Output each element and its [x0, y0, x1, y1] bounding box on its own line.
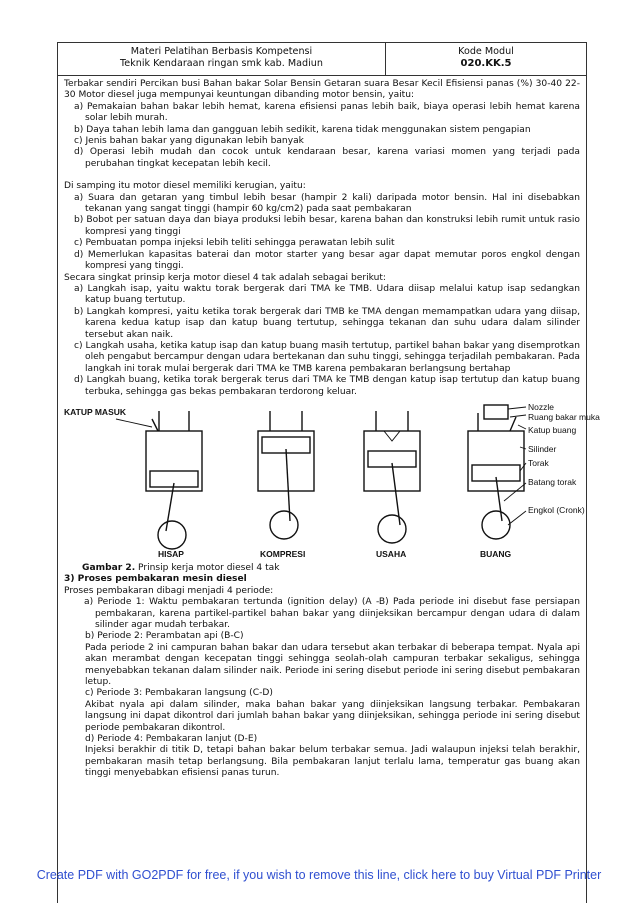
advantage-item: a) Pemakaian bahan bakar lebih hemat, karena efisiensi panas lebih baik, biaya operasi lebih hemat karena solar lebih murah. [74, 101, 580, 124]
label-ruang-bakar: Ruang bakar muka [528, 411, 600, 422]
engine-buang [468, 405, 526, 539]
period-2-text: Pada periode 2 ini campuran bahan bakar dan udara tersebut akan terbakar di beberapa tempat. Nyala api akan merambat dengan kecepatan tinggi sehingga seolah-olah campuran terbakar sekaligus, sehingga menyebabkan tekanan dalam silinder naik. Periode ini sering disebut periode ini sering disebut pembakaran letup. [85, 642, 580, 688]
step-kompresi-label: KOMPRESI [260, 548, 306, 559]
module-header [58, 43, 586, 76]
label-katup-masuk: KATUP MASUK [64, 406, 127, 417]
label-nozzle: Nozzle [528, 401, 554, 412]
period-2-title: b) Periode 2: Perambatan api (B-C) [85, 631, 244, 642]
figure-caption [64, 563, 580, 574]
section-heading: 3) Proses pembakaran mesin diesel [64, 574, 247, 585]
caption-label: Gambar 2. [82, 562, 136, 573]
header-title [58, 43, 386, 75]
caption-text: Prinsip kerja motor diesel 4 tak [135, 562, 280, 573]
disadvantage-item: a) Suara dan getaran yang timbul lebih besar (hampir 2 kali) daripada motor bensin. Hal ini disebabkan tekanan yang sangat tinggi (hampir 60 kg/cm2) pada saat pembakaran [74, 192, 580, 215]
engine-hisap [116, 411, 202, 549]
engine-usaha [364, 411, 420, 543]
principle-item: d) Langkah buang, ketika torak bergerak terus dari TMA ke TMB dengan katup isap tertutup dan katup buang terbuka, sehingga gas bekas pembakaran terdorong keluar. [74, 375, 580, 397]
advantage-item: b) Daya tahan lebih lama dan gangguan lebih sedikit, karena tidak menggunakan sistem pengapian [74, 124, 531, 135]
page-content [58, 76, 600, 780]
disadvantage-item: b) Bobot per satuan daya dan biaya produksi lebih besar, karena bahan dan konstruksi lebih rumit untuk rasio kompresi yang tinggi [74, 215, 580, 237]
period-4-text: Injeksi berakhir di titik D, tetapi bahan bakar belum terbakar semua. Jadi walaupun injeksi telah berakhir, pembakaran masih tetap berlangsung. Bila pembakaran lanjut terlalu lama, temperatur gas buang akan tinggi menyebabkan efisiensi panas turun. [85, 745, 580, 779]
principle-item: c) Langkah usaha, ketika katup isap dan katup buang masih tertutup, partikel bahan bakar yang disemprotkan oleh pengabut bercampur dengan udara bertekanan dan suhu tinggi, sehingga terjadilah pembakaran. Pada langkah ini torak mulai bergerak dari TMA ke TMB karena pembakaran berlangsung bertahap [74, 340, 580, 374]
step-usaha-label: USAHA [376, 548, 407, 559]
step-buang-label: BUANG [480, 548, 512, 559]
engine-kompresi [258, 411, 314, 539]
engine-cycle-diagram [64, 401, 600, 561]
header-title-line2: Teknik Kendaraan ringan smk kab. Madiun [120, 58, 323, 69]
period-3-title: c) Periode 3: Pembakaran langsung (C-D) [85, 688, 273, 699]
document-frame [57, 42, 600, 903]
header-title-line1: Materi Pelatihan Berbasis Kompetensi [130, 46, 313, 57]
label-silinder: Silinder [528, 443, 557, 454]
step-hisap-label: HISAP [158, 548, 184, 559]
principle-item: b) Langkah kompresi, yaitu ketika torak bergerak dari TMB ke TMA dengan memampatkan udara yang diisap, karena kedua katup isap dan katup buang tertutup, sehingga tekanan dan suhu udara dalam silinder tersebut akan naik. [74, 306, 580, 340]
period-1: a) Periode 1: Waktu pembakaran tertunda (ignition delay) (A -B) Pada periode ini disebut fase persiapan pembakaran, karena partikel-partikel bahan bakar yang diinjeksikan bercampur dengan udara di dalam silinder agar mudah terbakar. [84, 597, 580, 630]
disadvantages-intro: Di samping itu motor diesel memiliki kerugian, yaitu: [64, 181, 306, 192]
module-code-value: 020.KK.5 [460, 58, 512, 69]
disadvantage-item: c) Pembuatan pompa injeksi lebih teliti sehingga perawatan lebih sulit [74, 238, 395, 249]
principle-item: a) Langkah isap, yaitu waktu torak bergerak dari TMA ke TMB. Udara diisap melalui katup isap sedangkan katup buang tertutup. [74, 283, 580, 306]
intro-paragraph: Terbakar sendiri Percikan busi Bahan bakar Solar Bensin Getaran suara Besar Kecil Efisiensi panas (%) 30-40 22-30 Motor diesel juga mempunyai keuntungan dibanding motor bensin, yaitu: [64, 79, 580, 101]
header-code [386, 43, 586, 75]
disadvantage-item: d) Memerlukan kapasitas baterai dan motor starter yang besar agar dapat memutar poros engkol dengan kompresi yang tinggi. [74, 249, 580, 272]
label-torak: Torak [528, 457, 549, 468]
advantage-item: d) Operasi lebih mudah dan cocok untuk kendaraan besar, karena variasi momen yang terjadi pada perubahan tingkat kecepatan lebih kecil. [74, 147, 580, 169]
label-katup-buang: Katup buang [528, 424, 577, 435]
engine-cycle-figure [64, 401, 600, 561]
label-batang-torak: Batang torak [528, 476, 577, 487]
period-3-text: Akibat nyala api dalam silinder, maka bahan bakar yang diinjeksikan langsung terbakar. Pembakaran langsung ini dapat dikontrol dari jumlah bahan bakar yang diinjeksikan, sehingga periode ini sering disebut periode pembakaran dikontrol. [85, 699, 580, 733]
module-code-label: Kode Modul [458, 46, 514, 57]
period-4-title: d) Periode 4: Pembakaran lanjut (D-E) [85, 734, 258, 745]
section-intro: Proses pembakaran dibagi menjadi 4 periode: [64, 585, 274, 596]
advantage-item: c) Jenis bahan bakar yang digunakan lebih banyak [74, 136, 304, 147]
pdf-watermark-link[interactable]: Create PDF with GO2PDF for free, if you wish to remove this line, click here to buy Virtual PDF Printer [36, 868, 602, 882]
label-engkol: Engkol (Cronk) [528, 504, 585, 515]
principle-intro: Secara singkat prinsip kerja motor diesel 4 tak adalah sebagai berikut: [64, 272, 386, 283]
